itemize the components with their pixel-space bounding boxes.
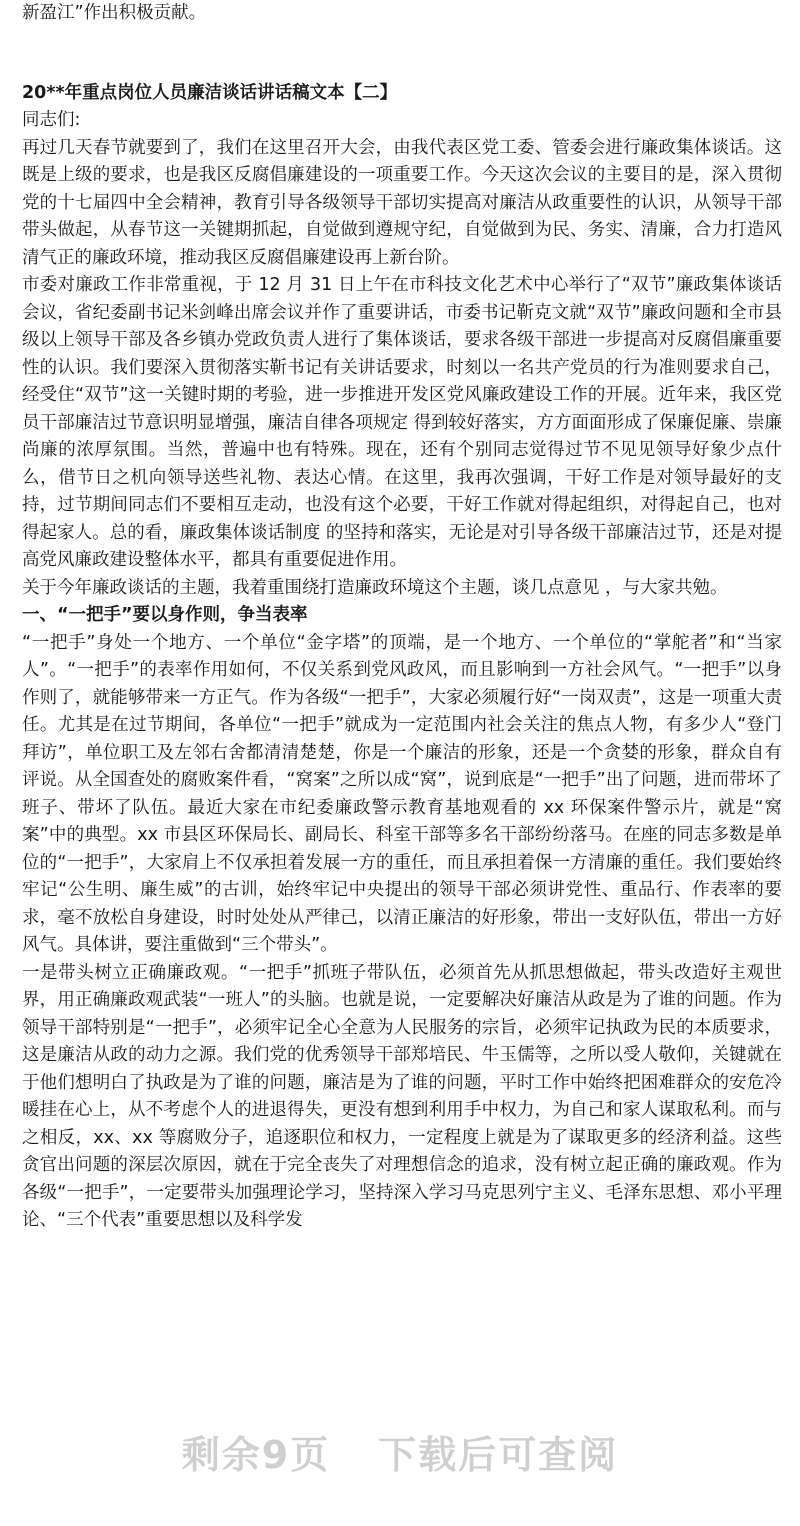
intro-last-line: 新盈江”作出积极贡献。	[22, 3, 207, 23]
paragraph-4: “一把手”身处一个地方、一个单位“金字塔”的顶端，是一个地方、一个单位的“掌舵者”和“当家人”。“一把手”的表率作用如何，不仅关系到党风政风，而且影响到一方社会风气。“一把手”以身作则了，就能够带来一方正气。作为各级“一把手”，大家必须履行好“一岗双责”，这是一项重大责任。尤其是在过节期间，各单位“一把手”就成为一定范围内社会关注的焦点人物，有多少人“登门拜访”，单位职工及左邻右舍都清清楚楚，你是一个廉洁的形象，还是一个贪婪的形象，群众自有评说。从全国查处的腐败案件看，“窝案”之所以成“窝”，说到底是“一把手”出了问题，进而带坏了班子、带坏了队伍。最近大家在市纪委廉政警示教育基地观看的 xx 环保案件警示片，就是“窝案”中的典型。xx 市县区环保局长、副局长、科室干部等多名干部纷纷落马。在座的同志多数是单位的“一把手”，大家肩上不仅承担着发展一方的重任，而且承担着保一方清廉的重任。我们要始终牢记“公生明、廉生威”的古训，始终牢记中央提出的领导干部必须讲党性、重品行、作表率的要求，毫不放松自身建设，时时处处从严律己，以清正廉洁的好形象，带出一支好队伍，带出一方好风气。具体讲，要注重做到“三个带头”。	[22, 632, 782, 955]
document-body	[22, 0, 782, 1235]
remaining-pages-label: 剩余9页	[181, 1433, 331, 1477]
download-banner[interactable]	[0, 1415, 800, 1495]
download-to-view-label[interactable]: 下载后可查阅	[378, 1433, 619, 1477]
paragraph-3: 关于今年廉政谈话的主题，我着重围绕打造廉政环境这个主题，谈几点意见 ，与大家共勉。	[22, 577, 728, 598]
section-heading-1: 一、“一把手”要以身作则，争当表率	[22, 605, 308, 625]
salutation: 同志们:	[22, 110, 81, 130]
paragraph-2: 市委对廉政工作非常重视，于 12 月 31 日上午在市科技文化艺术中心举行了“双节”廉政集体谈话会议，省纪委副书记米剑峰出席会议并作了重要讲话，市委书记靳克文就“双节”廉政问题和全市县级以上领导干部及各乡镇办党政负责人进行了集体谈话，要求各级干部进一步提高对反腐倡廉重要性的认识。我们要深入贯彻落实靳书记有关讲话要求，时刻以一名共产党员的行为准则要求自己，经受住“双节”这一关键时期的考验，进一步推进开发区党风廉政建设工作的开展。近年来，我区党员干部廉洁过节意识明显增强，廉洁自律各项规定 得到较好落实，方方面面形成了保廉促廉、崇廉尚廉的浓厚氛围。当然，普遍中也有特殊。现在，还有个别同志觉得过节不见见领导好象少点什么，借节日之机向领导送些礼物、表达心情。在这里，我再次强调，干好工作是对领导最好的支持，过节期间同志们不要相互走动，也没有这个必要，干好工作就对得起组织，对得起自己，也对得起家人。总的看，廉政集体谈话制度 的坚持和落实，无论是对引导各级干部廉洁过节，还是对提高党风廉政建设整体水平，都具有重要促进作用。	[22, 275, 782, 570]
paragraph-5: 一是带头树立正确廉政观。“一把手”抓班子带队伍，必须首先从抓思想做起，带头改造好主观世界，用正确廉政观武装“一班人”的头脑。也就是说，一定要解决好廉洁从政是为了谁的问题。作为领导干部特别是“一把手”，必须牢记全心全意为人民服务的宗旨，必须牢记执政为民的本质要求，这是廉洁从政的动力之源。我们党的优秀领导干部郑培民、牛玉儒等，之所以受人敬仰，关键就在于他们想明白了执政是为了谁的问题，廉洁是为了谁的问题，平时工作中始终把困难群众的安危冷暖挂在心上，从不考虑个人的进退得失，更没有想到利用手中权力，为自己和家人谋取私利。而与之相反，xx、xx 等腐败分子，追逐职位和权力，一定程度上就是为了谋取更多的经济利益。这些贪官出问题的深层次原因，就在于完全丧失了对理想信念的追求，没有树立起正确的廉政观。作为各级“一把手”，一定要带头加强理论学习，坚持深入学习马克思列宁主义、毛泽东思想、邓小平理论、“三个代表”重要思想以及科学发	[22, 962, 782, 1230]
article-title: 20**年重点岗位人员廉洁谈话讲话稿文本【二】	[22, 82, 398, 103]
paragraph-1: 再过几天春节就要到了，我们在这里召开大会，由我代表区党工委、管委会进行廉政集体谈话。这既是上级的要求，也是我区反腐倡廉建设的一项重要工作。今天这次会议的主要目的是，深入贯彻党的十七届四中全会精神，教育引导各级领导干部切实提高对廉洁从政重要性的认识，从领导干部带头做起，从春节这一关键期抓起，自觉做到遵规守纪，自觉做到为民、务实、清廉，合力打造风清气正的廉政环境，推动我区反腐倡廉建设再上新台阶。	[22, 137, 782, 268]
